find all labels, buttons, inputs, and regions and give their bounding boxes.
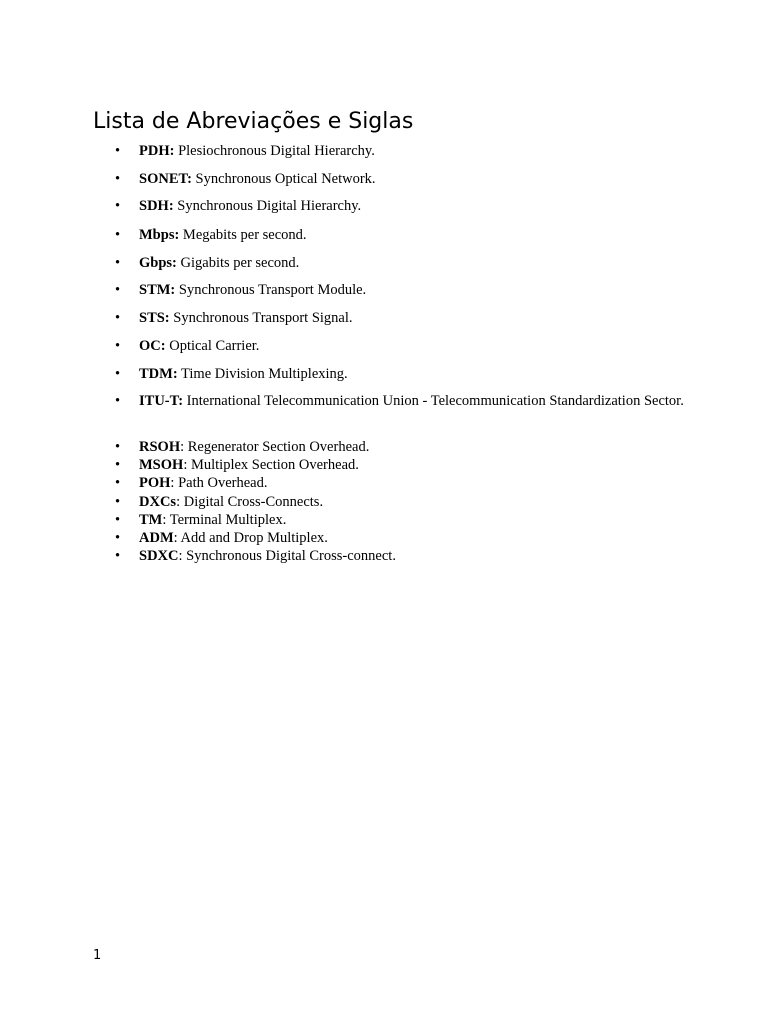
bullet-icon: •: [115, 198, 121, 214]
abbreviation-definition: Gigabits per second.: [176, 255, 300, 271]
page-number: 1: [93, 948, 102, 963]
list-item: [115, 438, 699, 456]
list-item: [115, 337, 699, 355]
list-item: [115, 493, 699, 511]
page-title: Lista de Abreviações e Siglas: [93, 109, 414, 134]
bullet-icon: •: [115, 255, 121, 271]
abbreviation-term: POH: [139, 475, 171, 491]
list-item: [115, 474, 699, 492]
abbreviation-term: TDM:: [139, 366, 178, 382]
abbreviation-term: PDH:: [139, 143, 175, 159]
list-item: [115, 142, 699, 160]
abbreviation-term: MSOH: [139, 457, 184, 473]
bullet-icon: •: [115, 227, 121, 243]
bullet-icon: •: [115, 393, 121, 409]
bullet-icon: •: [115, 494, 121, 510]
abbreviation-definition: : Synchronous Digital Cross-connect.: [178, 548, 396, 564]
abbreviation-term: Mbps:: [139, 227, 180, 243]
abbreviation-definition: : Multiplex Section Overhead.: [183, 457, 359, 473]
abbreviation-definition: : Regenerator Section Overhead.: [180, 439, 370, 455]
abbreviation-definition: : Path Overhead.: [170, 475, 268, 491]
bullet-icon: •: [115, 310, 121, 326]
abbreviation-term: SDXC: [139, 548, 179, 564]
bullet-icon: •: [115, 338, 121, 354]
abbreviation-definition: Optical Carrier.: [165, 338, 260, 354]
list-item: [115, 226, 699, 244]
abbreviation-definition: Plesiochronous Digital Hierarchy.: [174, 143, 375, 159]
list-item: [115, 170, 699, 188]
bullet-icon: •: [115, 366, 121, 382]
abbreviation-definition: : Terminal Multiplex.: [162, 512, 287, 528]
bullet-icon: •: [115, 143, 121, 159]
bullet-icon: •: [115, 171, 121, 187]
bullet-icon: •: [115, 548, 121, 564]
abbreviation-term: STS:: [139, 310, 170, 326]
list-item: [115, 197, 699, 215]
abbreviation-term: OC:: [139, 338, 166, 354]
bullet-icon: •: [115, 512, 121, 528]
bullet-icon: •: [115, 457, 121, 473]
bullet-icon: •: [115, 530, 121, 546]
abbreviation-definition: : Add and Drop Multiplex.: [173, 530, 328, 546]
list-item: [115, 309, 699, 327]
bullet-icon: •: [115, 475, 121, 491]
abbreviation-term: SONET:: [139, 171, 192, 187]
list-item: [115, 392, 699, 410]
abbreviation-term: ITU-T:: [139, 393, 184, 409]
list-item: [115, 529, 699, 547]
abbreviation-definition: International Telecommunication Union - Telecommunication Standardization Sector.: [183, 393, 684, 409]
list-item: [115, 254, 699, 272]
abbreviation-term: DXCs: [139, 494, 177, 510]
abbreviation-definition: Synchronous Digital Hierarchy.: [173, 198, 362, 214]
abbreviation-term: TM: [139, 512, 163, 528]
abbreviation-definition: Synchronous Transport Signal.: [169, 310, 353, 326]
abbreviation-definition: Synchronous Transport Module.: [175, 282, 367, 298]
list-item: [115, 511, 699, 529]
abbreviation-definition: Megabits per second.: [179, 227, 307, 243]
bullet-icon: •: [115, 439, 121, 455]
list-item: [115, 281, 699, 299]
list-item: [115, 365, 699, 383]
bullet-icon: •: [115, 282, 121, 298]
abbreviation-definition: Time Division Multiplexing.: [177, 366, 348, 382]
abbreviation-term: ADM: [139, 530, 174, 546]
abbreviation-definition: : Digital Cross-Connects.: [176, 494, 324, 510]
abbreviation-term: STM:: [139, 282, 176, 298]
abbreviation-term: RSOH: [139, 439, 181, 455]
list-item: [115, 456, 699, 474]
abbreviation-term: SDH:: [139, 198, 174, 214]
abbreviation-definition: Synchronous Optical Network.: [191, 171, 376, 187]
abbreviation-term: Gbps:: [139, 255, 177, 271]
list-item: [115, 547, 699, 565]
